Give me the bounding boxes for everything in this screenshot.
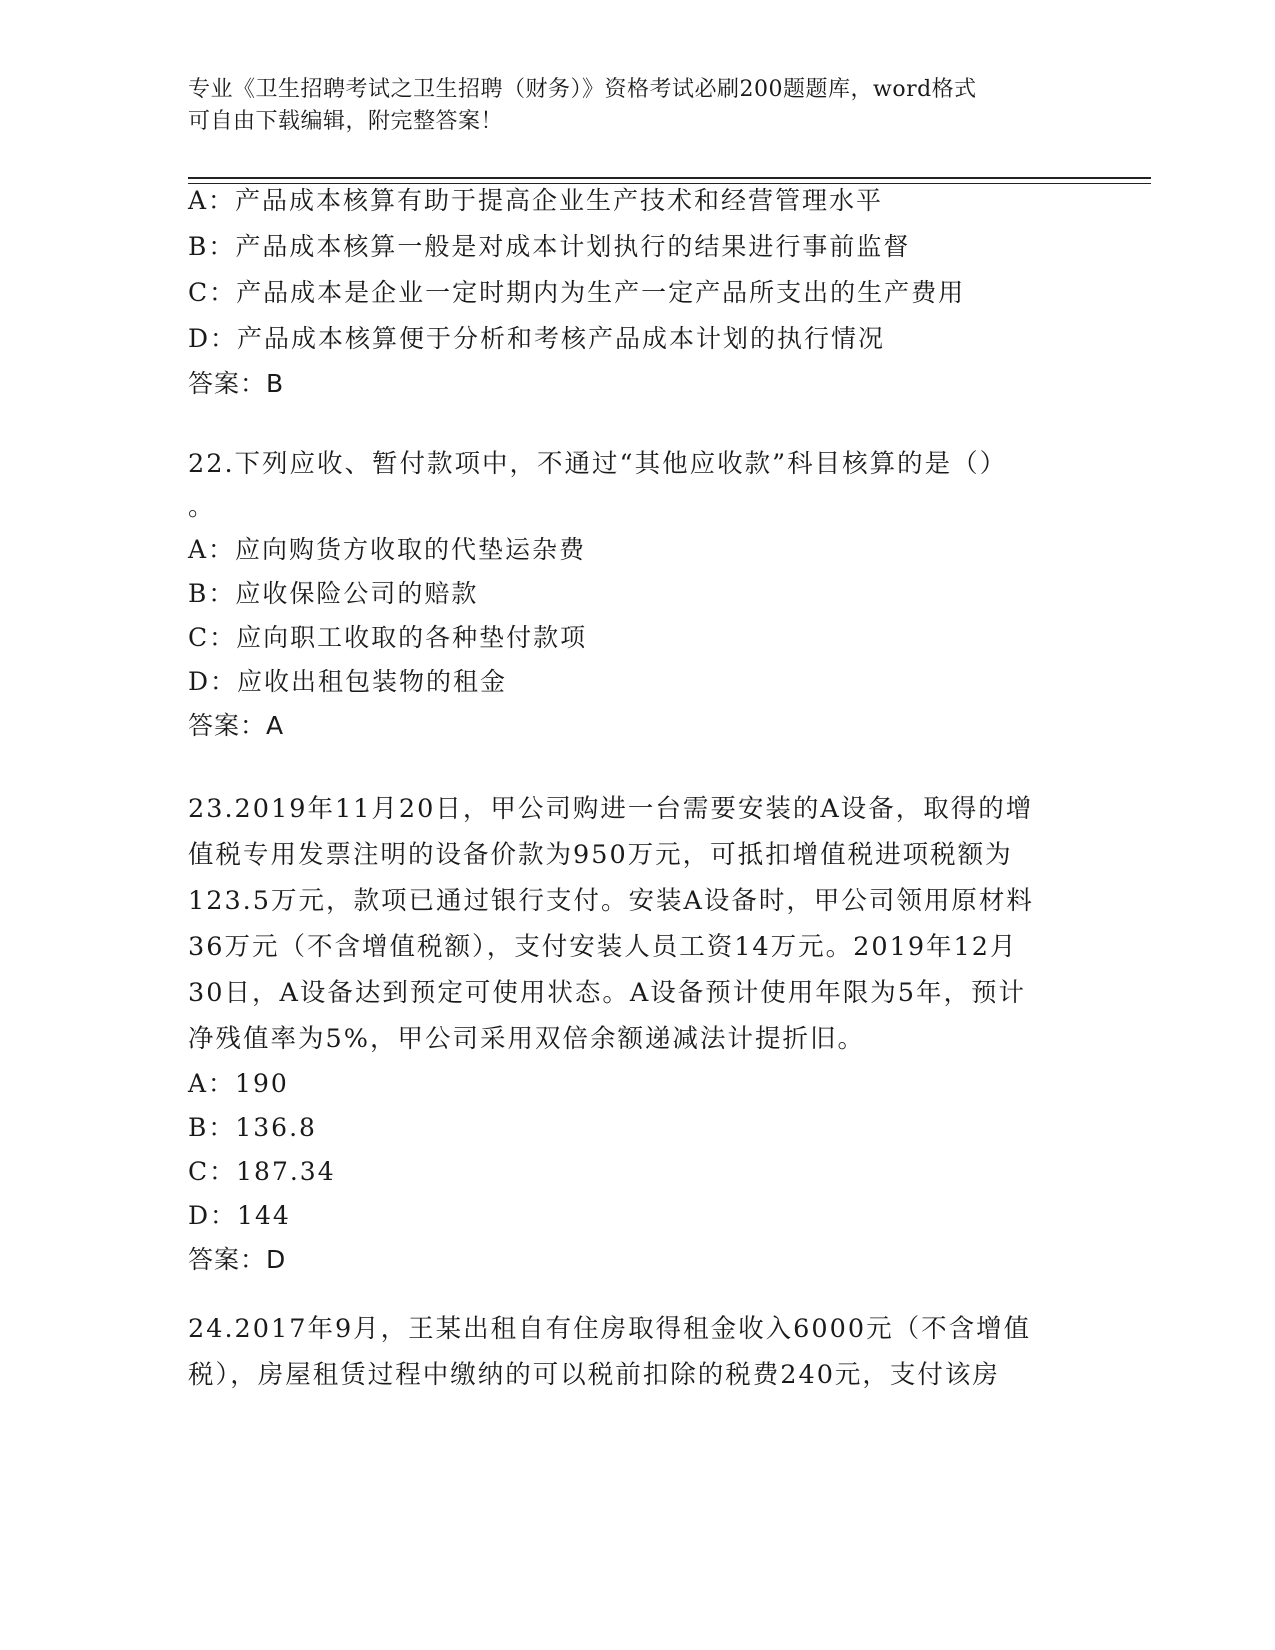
stem-line-2: 值税专用发票注明的设备价款为950万元，可抵扣增值税进项税额为 <box>188 840 1013 870</box>
option-d: D：应收出租包装物的租金 <box>188 667 508 696</box>
stem-line-1: 24.2017年9月，王某出租自有住房取得租金收入6000元（不含增值 <box>188 1314 1032 1344</box>
option-c: C：产品成本是企业一定时期内为生产一定产品所支出的生产费用 <box>188 278 966 307</box>
question-stem <box>188 441 1088 528</box>
option-d: D：144 <box>188 1201 291 1230</box>
question-stem <box>188 1306 1088 1398</box>
header-line-1: 专业《卫生招聘考试之卫生招聘（财务）》资格考试必刷200题题库，word格式 <box>188 77 977 102</box>
answer-line: 答案：A <box>188 711 285 740</box>
option-c: C：187.34 <box>188 1157 336 1186</box>
question-21 <box>188 178 1088 406</box>
option-a: A：190 <box>188 1069 289 1098</box>
option-b: B：应收保险公司的赔款 <box>188 579 479 608</box>
option-b: B：136.8 <box>188 1113 317 1142</box>
document-header <box>188 74 1068 138</box>
option-b: B：产品成本核算一般是对成本计划执行的结果进行事前监督 <box>188 232 911 261</box>
stem-line-1: 23.2019年11月20日，甲公司购进一台需要安装的A设备，取得的增 <box>188 794 1034 824</box>
stem-line-5: 30日，A设备达到预定可使用状态。A设备预计使用年限为5年，预计 <box>188 978 1027 1008</box>
question-stem <box>188 786 1088 1062</box>
stem-line-1: 22.下列应收、暂付款项中，不通过“其他应收款”科目核算的是（） <box>188 449 1008 479</box>
question-22 <box>188 441 1088 748</box>
option-a: A：应向购货方收取的代垫运杂费 <box>188 535 587 564</box>
question-24 <box>188 1306 1088 1398</box>
stem-line-2: 。 <box>188 492 216 522</box>
answer-line: 答案：D <box>188 1245 287 1274</box>
stem-line-2: 税），房屋租赁过程中缴纳的可以税前扣除的税费240元，支付该房 <box>188 1360 1000 1390</box>
option-c: C：应向职工收取的各种垫付款项 <box>188 623 588 652</box>
header-line-2: 可自由下载编辑，附完整答案！ <box>188 109 504 134</box>
answer-line: 答案：B <box>188 369 285 398</box>
question-23 <box>188 786 1088 1282</box>
stem-line-6: 净残值率为5%，甲公司采用双倍余额递减法计提折旧。 <box>188 1024 865 1054</box>
stem-line-4: 36万元（不含增值税额），支付安装人员工资14万元。2019年12月 <box>188 932 1018 962</box>
option-a: A：产品成本核算有助于提高企业生产技术和经营管理水平 <box>188 186 884 215</box>
option-d: D：产品成本核算便于分析和考核产品成本计划的执行情况 <box>188 324 886 353</box>
stem-line-3: 123.5万元，款项已通过银行支付。安装A设备时，甲公司领用原材料 <box>188 886 1034 916</box>
